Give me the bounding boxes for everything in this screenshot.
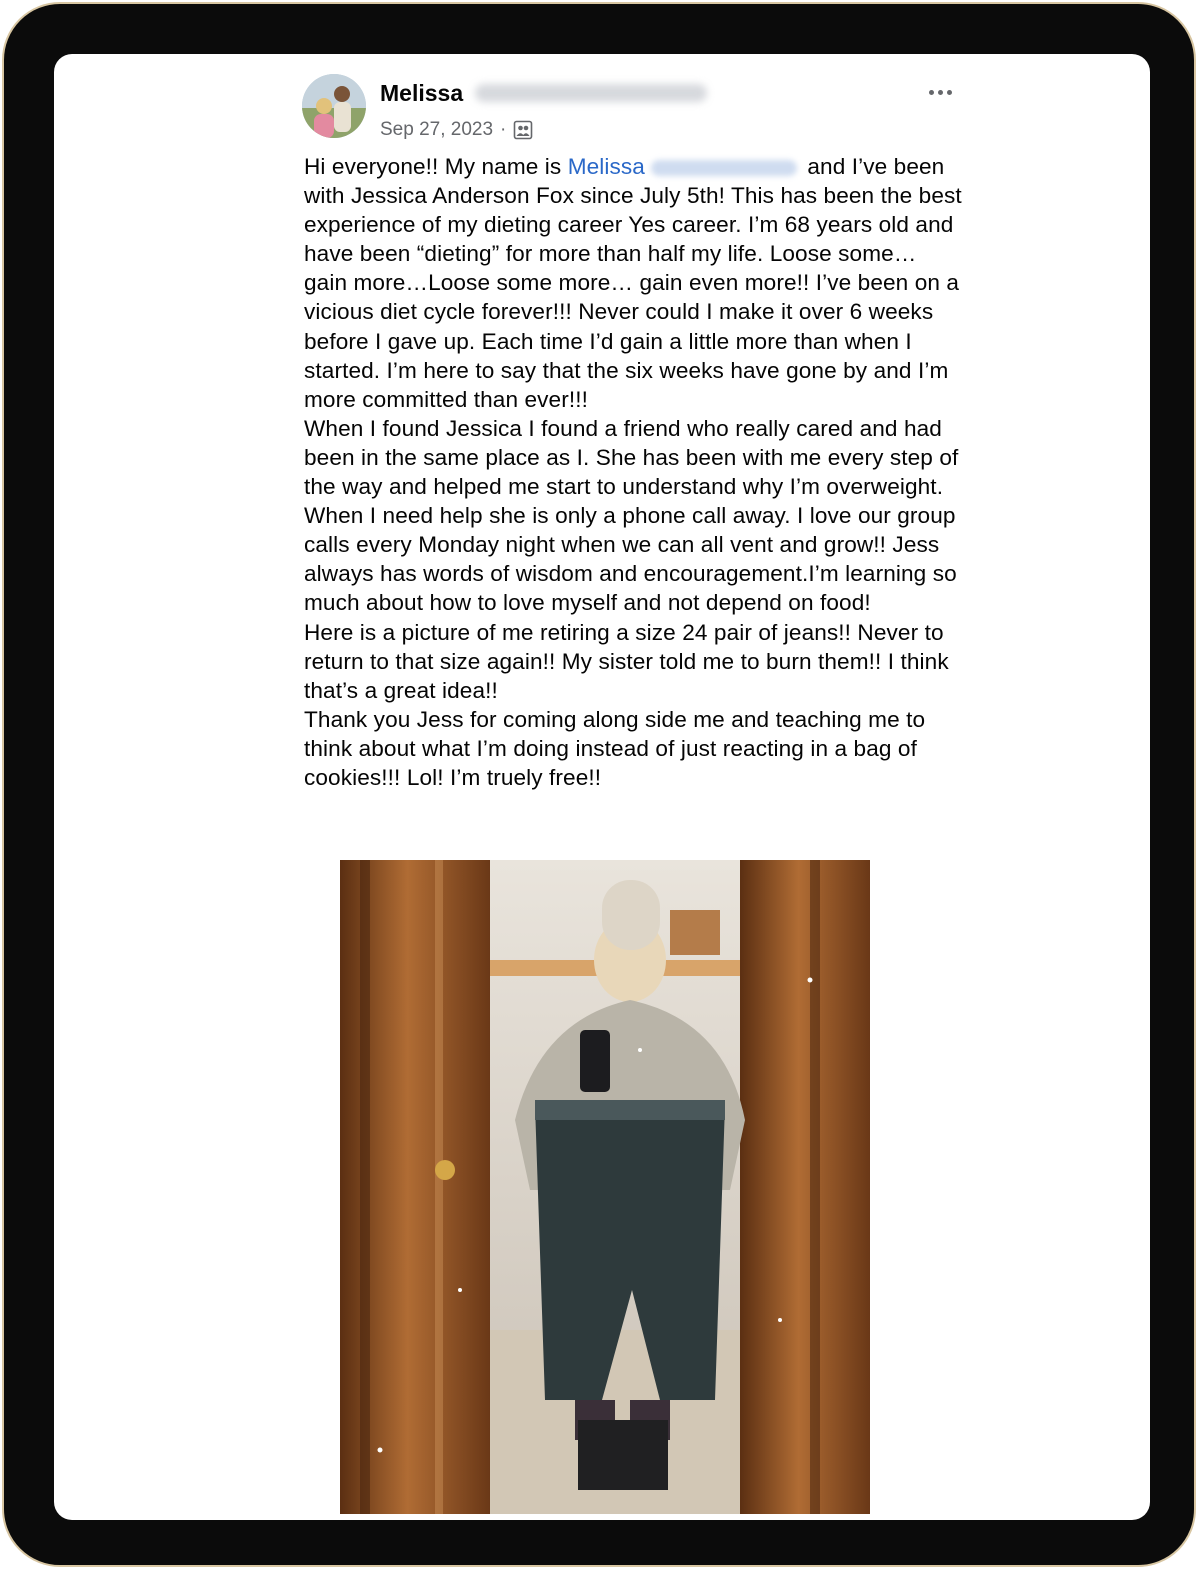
post-date[interactable]: Sep 27, 2023 xyxy=(380,119,494,140)
post-paragraph-3: Here is a picture of me retiring a size 24 pair of jeans!! Never to return to that size again!! My sister told me to burn them!! I think that’s a great idea!! xyxy=(304,619,949,703)
author-avatar[interactable] xyxy=(302,74,366,138)
facebook-post-screen xyxy=(54,54,1150,1520)
avatar-photo-icon xyxy=(302,74,366,138)
post-meta xyxy=(380,118,533,142)
post-paragraph-2: When I found Jessica I found a friend who really cared and had been in the same place as I. She has been with me every step of the way and helped me start to understand why I’m overweight. When I need help she is only a phone call away. I love our group calls every Monday night when we can all vent and grow!! Jess always has words of wisdom and encouragement.I’m learning so much about how to love myself and not depend on food! xyxy=(304,415,959,616)
more-dots-icon xyxy=(929,90,934,95)
redacted-mention-surname xyxy=(651,160,797,176)
meta-separator: · xyxy=(500,119,507,140)
mirror-selfie-image xyxy=(340,860,870,1514)
redacted-surname xyxy=(475,84,707,102)
tablet-frame xyxy=(2,2,1196,1567)
post-paragraph-1 xyxy=(304,152,964,414)
post-photo[interactable] xyxy=(340,860,870,1514)
more-options-button[interactable] xyxy=(922,78,958,106)
author-name-row xyxy=(380,78,707,108)
intro-text: Hi everyone!! My name is xyxy=(304,154,568,179)
author-name[interactable]: Melissa xyxy=(380,79,464,106)
post-header xyxy=(302,74,962,144)
group-audience-icon[interactable] xyxy=(513,120,533,140)
post-body xyxy=(304,152,964,792)
paragraph-1-text: and I’ve been with Jessica Anderson Fox since July 5th! This has been the best experience of my dieting career Yes career. I’m 68 years old and have been “dieting” for more than half my life. Loose some… gain more…Loose some more… gain even more!! I’ve been on a vicious diet cycle forever!!! Never could I make it over 6 weeks before I gave up. Each time I’d gain a little more than when I started. I’m here to say that the six weeks have gone by and I’m more committed than ever!!! xyxy=(304,154,962,412)
mention-link[interactable]: Melissa xyxy=(567,154,645,179)
post-paragraph-4: Thank you Jess for coming along side me and teaching me to think about what I’m doing instead of just reacting in a bag of cookies!!! Lol! I’m truely free!! xyxy=(304,706,926,790)
